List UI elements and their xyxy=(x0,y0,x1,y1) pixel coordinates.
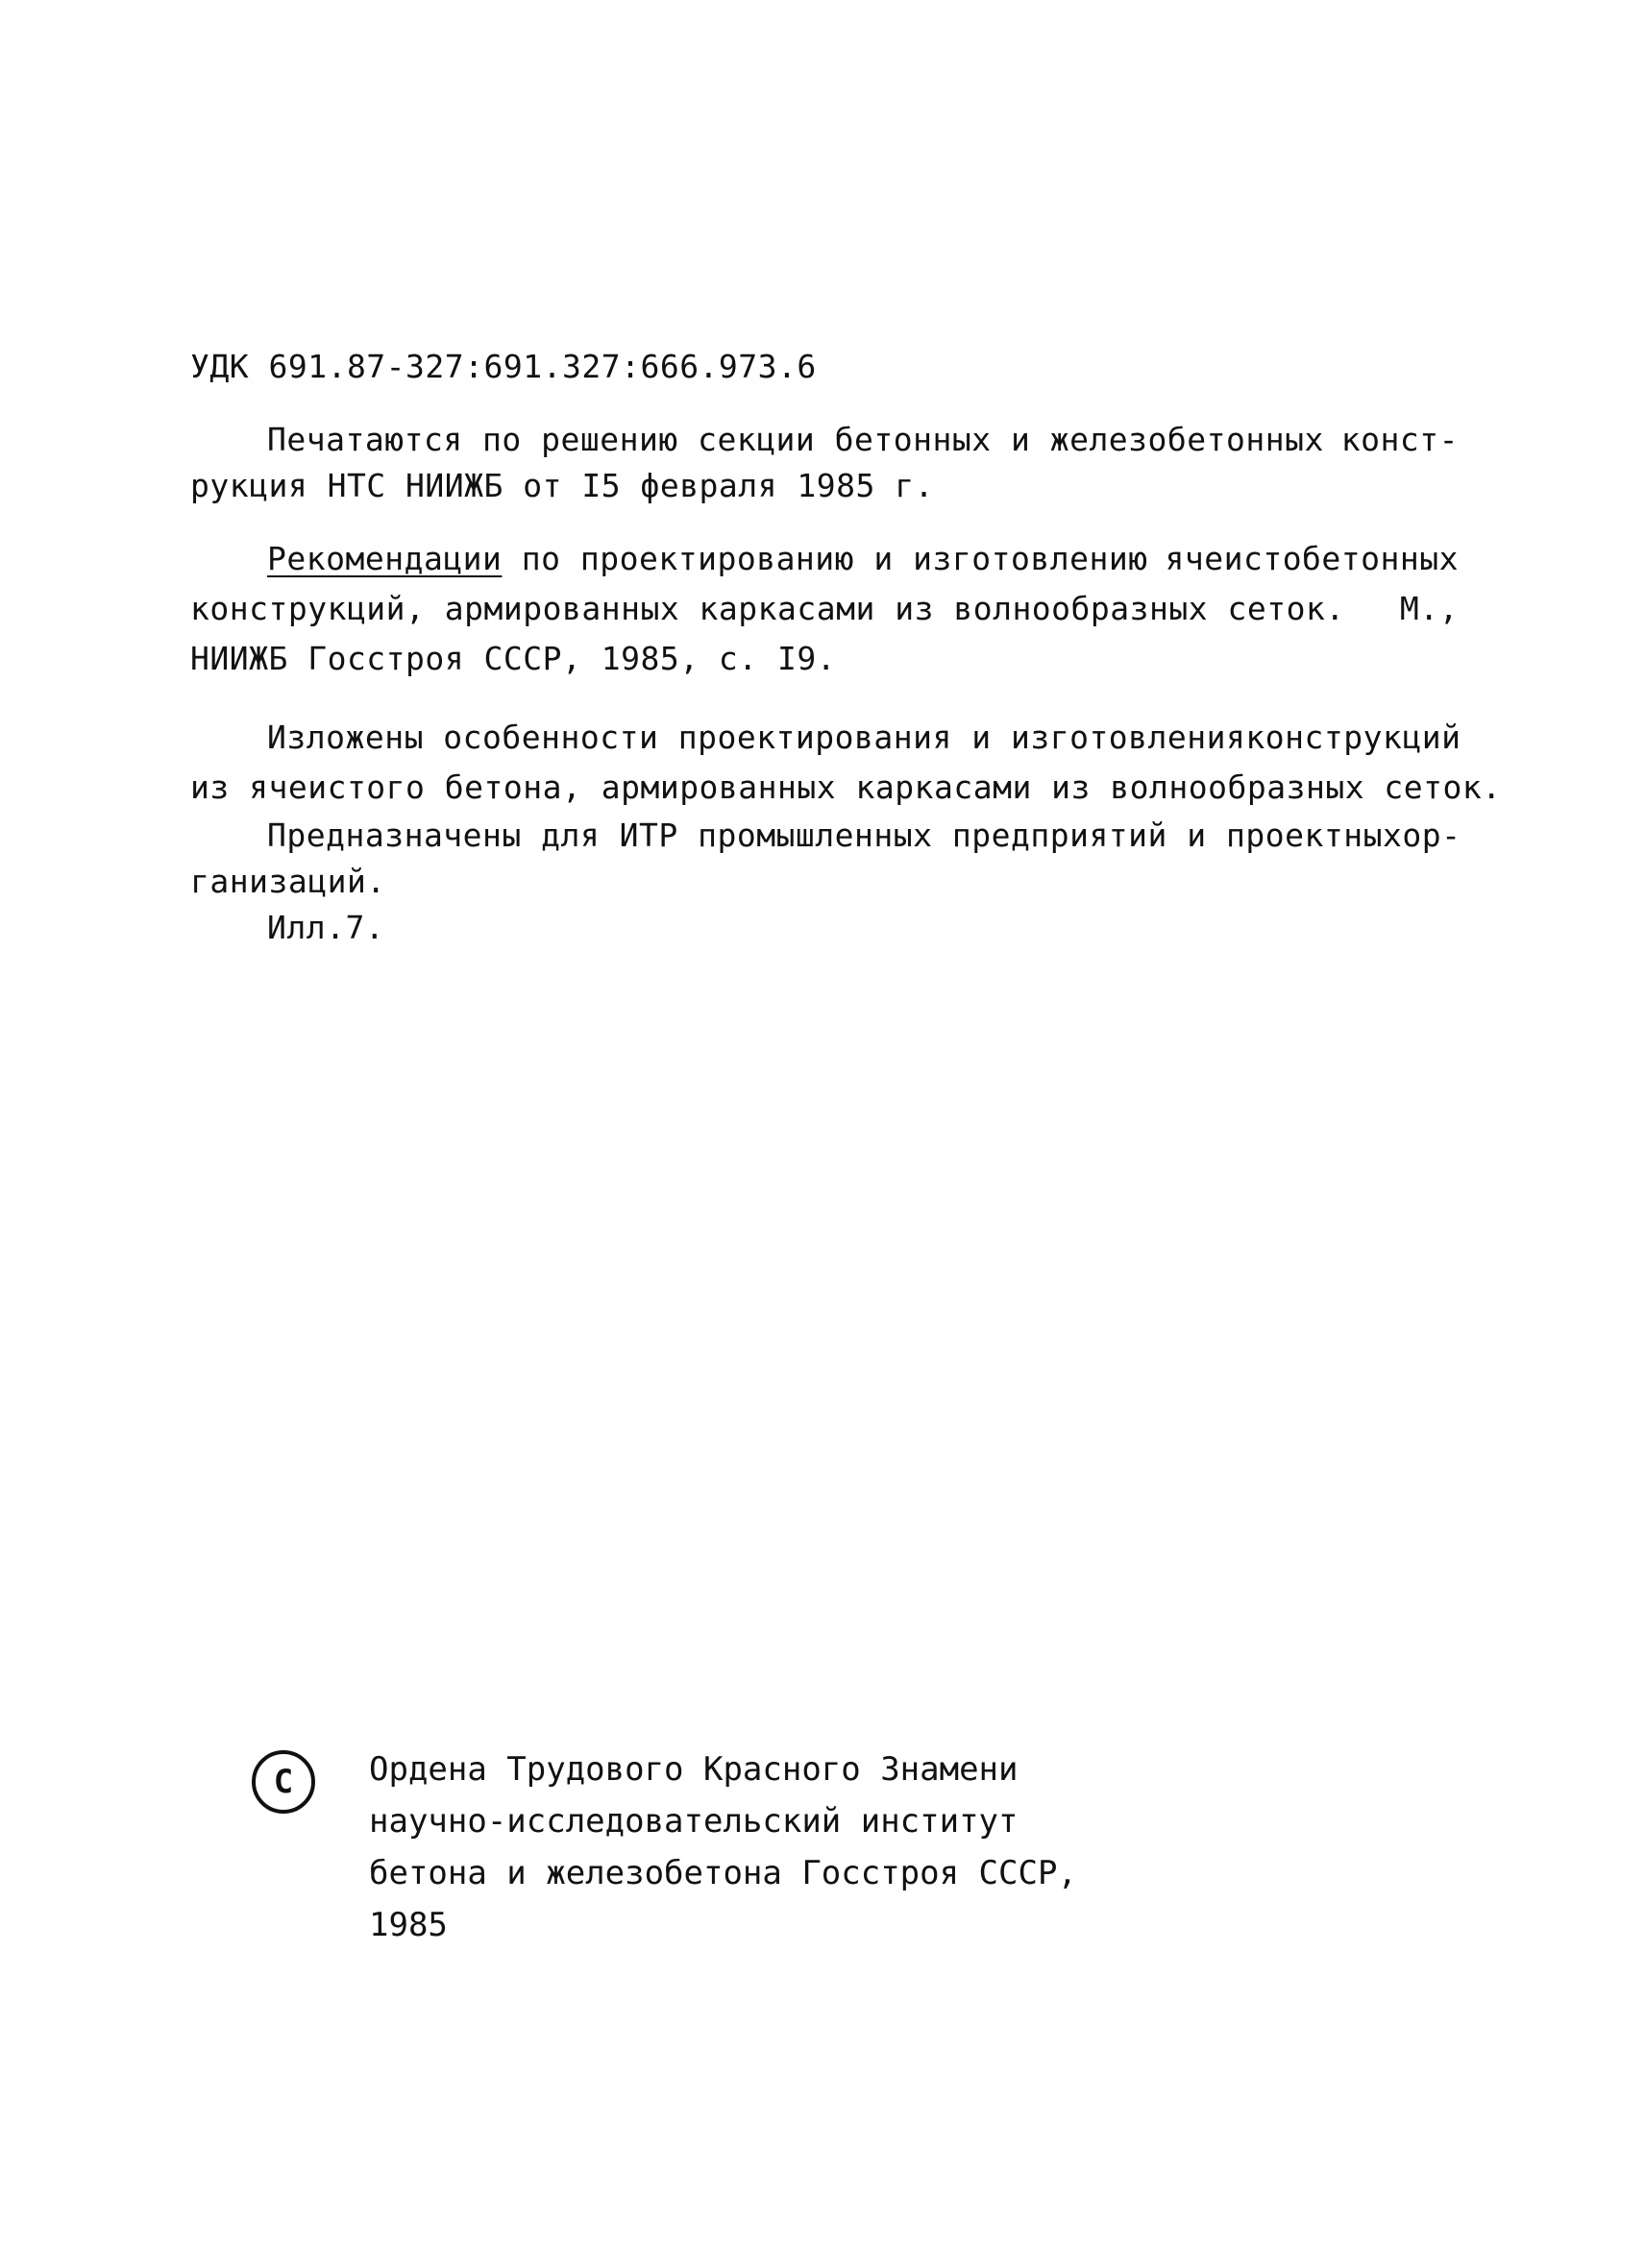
citation-line-1-text xyxy=(267,540,1148,578)
annotation-line-1-text: Изложены особенности проектирования и изготовления xyxy=(267,719,1246,756)
annotation-line-1-end: конструкций xyxy=(1245,719,1461,756)
citation-line-2 xyxy=(190,590,1459,628)
publisher-line-2: научно-исследовательский институт xyxy=(369,1802,1019,1841)
approval-line-1-text: Печатаются по решению секции бетонных и железобетонных xyxy=(267,421,1324,458)
annotation-line-1 xyxy=(267,719,1459,757)
annotation-line-5: Илл.7. xyxy=(267,909,385,946)
approval-line-1 xyxy=(267,421,1459,459)
approval-line-1-end: конст- xyxy=(1340,421,1459,458)
annotation-line-2: из ячеистого бетона, армированных каркасами из волнообразных сеток. xyxy=(190,768,1502,806)
citation-line-3: НИИЖБ Госстроя СССР, 1985, с. I9. xyxy=(190,640,837,677)
annotation-line-3-text: Предназначены для ИТР промышленных предприятий и проектных xyxy=(267,817,1403,854)
approval-line-2: рукция НТС НИИЖБ от I5 февраля 1985 г. xyxy=(190,467,934,504)
annotation-line-3-end: ор- xyxy=(1402,817,1461,854)
copyright-icon: С xyxy=(252,1750,315,1814)
citation-line-1 xyxy=(267,540,1459,578)
udk-code: УДК 691.87-327:691.327:666.973.6 xyxy=(190,348,817,385)
annotation-line-4: ганизаций. xyxy=(190,863,386,900)
publisher-line-1: Ордена Трудового Красного Знамени xyxy=(369,1750,1019,1789)
citation-line-2-end: М., xyxy=(1399,590,1459,627)
citation-title-word: Рекомендации xyxy=(267,540,503,577)
citation-line-2-text: конструкций, армированных каркасами из волнообразных сеток. xyxy=(190,590,1345,627)
publisher-year: 1985 xyxy=(369,1906,448,1944)
citation-line-1-end: ячеистобетонных xyxy=(1165,540,1459,577)
citation-line-1-rest: по проектированию и изготовлению xyxy=(502,540,1148,577)
publisher-line-3: бетона и железобетона Госстроя СССР, xyxy=(369,1854,1077,1892)
annotation-line-3 xyxy=(267,817,1459,855)
